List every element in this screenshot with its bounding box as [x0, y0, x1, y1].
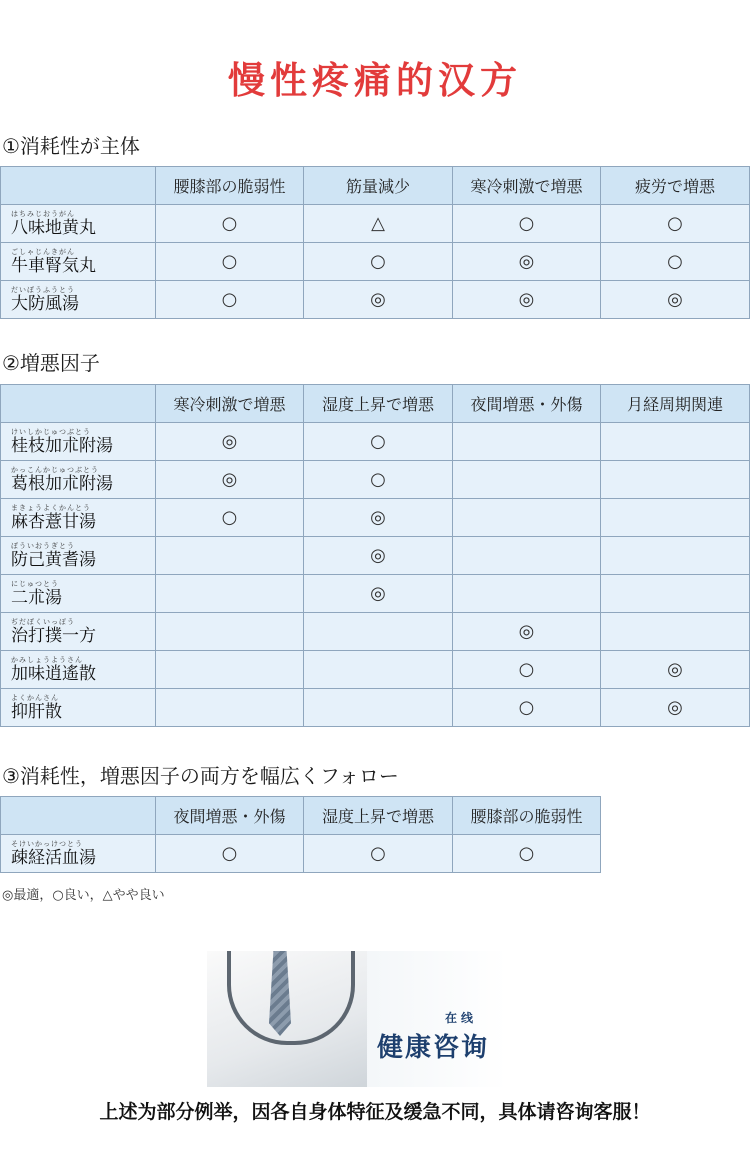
rating-cell [453, 689, 601, 727]
rating-mark: ◎ [667, 697, 683, 718]
rating-cell [601, 205, 750, 243]
rating-cell [304, 281, 453, 319]
rating-mark: ○ [221, 251, 238, 272]
formula-reading: かみしょうようさん [11, 655, 83, 664]
formula-name: 疎経活血湯 [11, 847, 96, 868]
section-heading-3: ③消耗性，増悪因子の両方を幅広くフォロー [2, 764, 399, 788]
table-row [1, 499, 750, 537]
rating-cell [453, 499, 601, 537]
rating-cell [453, 281, 601, 319]
formula-reading: にじゅつとう [11, 579, 59, 588]
rating-cell [304, 835, 453, 873]
rating-cell [453, 423, 601, 461]
rating-mark: △ [371, 213, 385, 234]
formula-name-cell [1, 243, 156, 281]
table-row [1, 243, 750, 281]
rating-cell [304, 651, 453, 689]
column-header: 寒冷刺激で増悪 [156, 385, 304, 423]
rating-cell [304, 499, 453, 537]
online-label: 在线 [445, 1011, 478, 1025]
formula-name: 葛根加朮附湯 [11, 473, 113, 494]
rating-cell [156, 575, 304, 613]
rating-mark: ◎ [370, 507, 386, 528]
formula-reading: ぼういおうぎとう [11, 541, 75, 550]
rating-mark: ◎ [370, 289, 386, 310]
rating-cell [453, 575, 601, 613]
health-consult-label: 健康咨询 [377, 1033, 490, 1063]
rating-cell [601, 537, 750, 575]
rating-cell [453, 613, 601, 651]
rating-mark: ◎ [518, 621, 535, 642]
rating-mark: ◎ [370, 583, 386, 604]
column-header: 湿度上昇で増悪 [304, 797, 453, 835]
rating-cell [601, 423, 750, 461]
section-heading-1: ①消耗性が主体 [2, 134, 140, 158]
table-row [1, 575, 750, 613]
rating-cell [601, 651, 750, 689]
table-row [1, 613, 750, 651]
formula-reading: けいしかじゅつぶとう [11, 427, 91, 436]
column-header: 腰膝部の脆弱性 [453, 797, 601, 835]
rating-cell [304, 205, 453, 243]
rating-mark: ○ [221, 507, 238, 528]
formula-name: 大防風湯 [11, 293, 79, 314]
formula-name: 八味地黄丸 [11, 217, 96, 238]
formula-reading: ごしゃじんきがん [11, 247, 75, 256]
rating-mark: ○ [370, 843, 386, 864]
footer-note: 上述为部分例举，因各自身体特征及缓急不同，具体请咨询客服！ [99, 1101, 651, 1123]
table-row [1, 537, 750, 575]
rating-mark: ○ [221, 213, 238, 234]
rating-mark: ○ [667, 251, 683, 272]
table-row [1, 835, 601, 873]
column-header: 筋量減少 [304, 167, 453, 205]
rating-cell [156, 461, 304, 499]
table-section-1 [0, 166, 750, 319]
column-header: 夜間増悪・外傷 [156, 797, 304, 835]
formula-reading: かっこんかじゅつぶとう [11, 465, 99, 474]
rating-cell [304, 689, 453, 727]
rating-mark: ○ [370, 251, 386, 272]
rating-cell [156, 281, 304, 319]
rating-cell [156, 835, 304, 873]
rating-mark: ◎ [667, 289, 683, 310]
rating-mark: ○ [221, 843, 238, 864]
table-row [1, 689, 750, 727]
formula-name-cell [1, 281, 156, 319]
column-header: 夜間増悪・外傷 [453, 385, 601, 423]
formula-name-cell [1, 423, 156, 461]
header-blank [1, 385, 156, 423]
rating-cell [601, 575, 750, 613]
formula-name: 防己黄耆湯 [11, 549, 96, 570]
column-header: 疲労で増悪 [601, 167, 750, 205]
rating-cell [156, 651, 304, 689]
table-row [1, 461, 750, 499]
rating-cell [601, 689, 750, 727]
table-header-row [1, 385, 750, 423]
rating-cell [453, 651, 601, 689]
rating-cell [601, 613, 750, 651]
rating-mark: ○ [221, 289, 238, 310]
rating-mark: ○ [518, 697, 535, 718]
page-title: 慢性疼痛的汉方 [228, 59, 522, 102]
formula-name: 二朮湯 [11, 587, 62, 608]
formula-name-cell [1, 835, 156, 873]
table-row [1, 423, 750, 461]
rating-cell [156, 205, 304, 243]
formula-name-cell [1, 537, 156, 575]
formula-name: 加味逍遙散 [11, 663, 96, 684]
rating-cell [304, 575, 453, 613]
table-header-row [1, 797, 601, 835]
rating-cell [453, 243, 601, 281]
rating-mark: ◎ [667, 659, 683, 680]
header-blank [1, 797, 156, 835]
rating-cell [304, 461, 453, 499]
consultation-banner[interactable] [207, 951, 507, 1087]
rating-mark: ◎ [518, 251, 535, 272]
rating-mark: ○ [370, 469, 386, 490]
formula-name: 牛車腎気丸 [11, 255, 96, 276]
table-header-row [1, 167, 750, 205]
rating-cell [304, 613, 453, 651]
formula-name-cell [1, 575, 156, 613]
table-row [1, 281, 750, 319]
formula-reading: はちみじおうがん [11, 209, 75, 218]
formula-reading: まきょうよくかんとう [11, 503, 91, 512]
formula-name-cell [1, 499, 156, 537]
rating-cell [601, 461, 750, 499]
table-row [1, 651, 750, 689]
rating-cell [453, 461, 601, 499]
formula-name: 麻杏薏甘湯 [11, 511, 96, 532]
formula-name-cell [1, 461, 156, 499]
rating-cell [453, 205, 601, 243]
header-blank [1, 167, 156, 205]
column-header: 湿度上昇で増悪 [304, 385, 453, 423]
rating-cell [156, 537, 304, 575]
rating-mark: ○ [518, 843, 535, 864]
column-header: 腰膝部の脆弱性 [156, 167, 304, 205]
rating-cell [601, 243, 750, 281]
rating-cell [156, 613, 304, 651]
rating-cell [156, 243, 304, 281]
rating-mark: ○ [370, 431, 386, 452]
rating-mark: ◎ [370, 545, 386, 566]
formula-reading: だいぼうふうとう [11, 285, 75, 294]
formula-reading: よくかんさん [11, 693, 59, 702]
formula-reading: そけいかっけつとう [11, 839, 83, 848]
rating-cell [304, 423, 453, 461]
formula-name: 抑肝散 [11, 701, 62, 722]
formula-name-cell [1, 651, 156, 689]
rating-cell [601, 499, 750, 537]
rating-mark: ◎ [518, 289, 535, 310]
formula-reading: ぢだぼくいっぽう [11, 617, 75, 626]
legend: ◎最適，○良い，△やや良い [2, 888, 165, 903]
table-section-2 [0, 384, 750, 727]
formula-name: 治打撲一方 [11, 625, 96, 646]
rating-mark: ○ [518, 213, 535, 234]
formula-name-cell [1, 205, 156, 243]
rating-cell [304, 243, 453, 281]
rating-mark: ○ [667, 213, 683, 234]
rating-cell [156, 423, 304, 461]
formula-name-cell [1, 613, 156, 651]
rating-mark: ◎ [221, 431, 238, 452]
column-header: 寒冷刺激で増悪 [453, 167, 601, 205]
table-row [1, 205, 750, 243]
rating-cell [453, 537, 601, 575]
rating-cell [453, 835, 601, 873]
formula-name: 桂枝加朮附湯 [11, 435, 113, 456]
table-section-3 [0, 796, 601, 873]
rating-mark: ◎ [221, 469, 238, 490]
formula-name-cell [1, 689, 156, 727]
rating-mark: ○ [518, 659, 535, 680]
section-heading-2: ②増悪因子 [2, 351, 100, 375]
rating-cell [601, 281, 750, 319]
rating-cell [304, 537, 453, 575]
rating-cell [156, 689, 304, 727]
column-header: 月経周期関連 [601, 385, 750, 423]
rating-cell [156, 499, 304, 537]
